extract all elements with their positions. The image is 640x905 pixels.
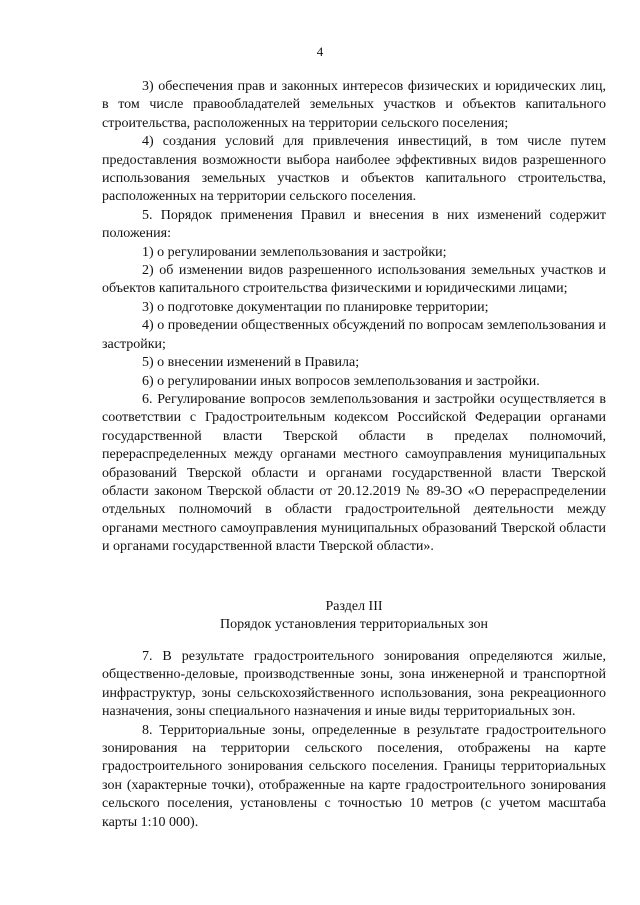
section-title: Порядок установления территориальных зон: [219, 617, 489, 633]
paragraph: 6. Регулирование вопросов землепользования и застройки осуществляется в соответствии с Градостроительным кодексом Российской Федерации органами государственной власти Тверской области в пределах полномочий, перераспределенных между органами местного самоуправления муниципальных образований Тверской области и органами государственной власти Тверской области законом Тверской области от 20.12.2019 № 89-ЗО «О перераспределении отдельных полномочий в области градостроительной деятельности между органами местного самоуправления муниципальных образований Тверской области и органами государственной власти Тверской области».: [102, 391, 606, 555]
paragraph: 4) о проведении общественных обсуждений по вопросам землепользования и застройки;: [102, 318, 606, 352]
page-number: 4: [316, 44, 324, 59]
paragraph: 6) о регулировании иных вопросов землепользования и застройки.: [142, 373, 540, 389]
paragraph: 1) о регулировании землепользования и застройки;: [142, 244, 447, 260]
paragraph: 7. В результате градостроительного зонирования определяются жилые, общественно-деловые, производственные зоны, зона инженерной и транспортной инфраструктур, зоны сельскохозяйственного использования, зона рекреационного назначения, зоны специального назначения и иные виды территориальных зон.: [102, 649, 606, 720]
paragraph: 5. Порядок применения Правил и внесения в них изменений содержит положения:: [102, 207, 606, 242]
paragraph: 2) об изменении видов разрешенного использования земельных участков и объектов капитального строительства физическими и юридическими лицами;: [102, 263, 606, 297]
body-bottom: [102, 648, 606, 832]
paragraph: 4) создания условий для привлечения инвестиций, в том числе путем предоставления возможности выбора наиболее эффективных видов разрешенного использования земельных участков и объектов капитального строительства, расположенных на территории сельского поселения.: [102, 134, 606, 205]
section-label: Раздел III: [325, 599, 383, 614]
body-top: [102, 78, 606, 557]
paragraph: 3) обеспечения прав и законных интересов физических и юридических лиц, в том числе правообладателей земельных участков и объектов капитального строительства, расположенных на территории сельского поселения;: [102, 79, 606, 131]
paragraph: 8. Территориальные зоны, определенные в результате градостроительного зонирования на территории сельского поселения, отображены на карте градостроительного зонирования сельского поселения. Границы территориальных зон (характерные точки), отображенные на карте градостроительного зонирования сельского поселения, установлены с точностью 10 метров (с учетом масштаба карты 1:10 000).: [102, 722, 606, 830]
section-heading: [102, 598, 606, 635]
paragraph: 5) о внесении изменений в Правила;: [142, 355, 360, 371]
paragraph: 3) о подготовке документации по планировке территории;: [142, 299, 489, 315]
